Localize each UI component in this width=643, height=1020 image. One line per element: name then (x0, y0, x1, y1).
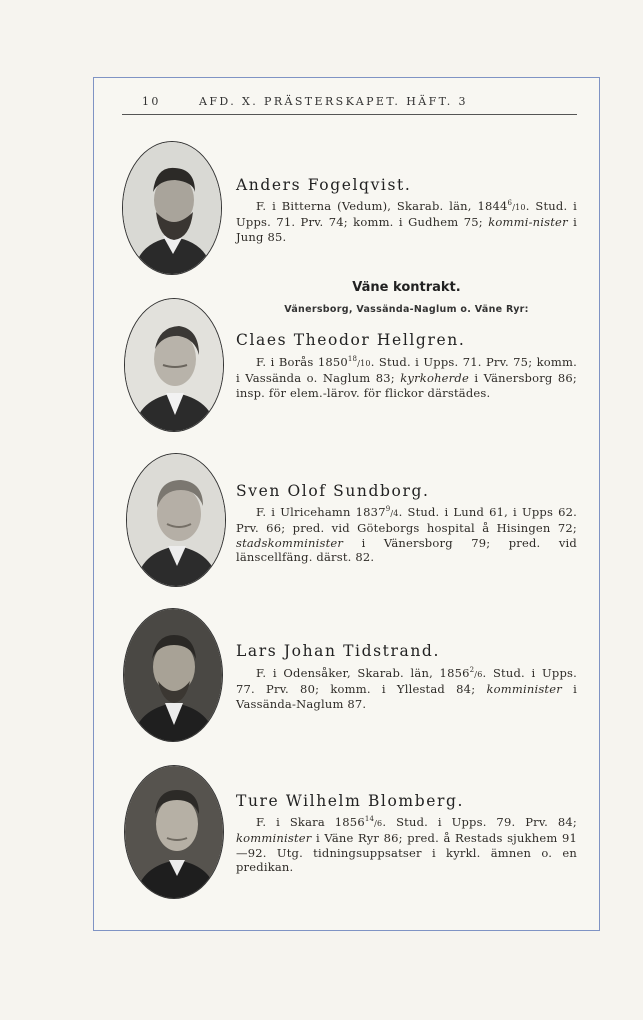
entry-bio: F. i Odensåker, Skarab. län, 1856$^2$/6. Stud. i Upps. 77. Prv. 80; komm. i Yllestad 84; komminister i Vassända-Naglum 87. (236, 665, 578, 711)
entry-bio: F. i Bitterna (Vedum), Skarab. län, 1844$^6$/10. Stud. i Upps. 71. Prv. 74; komm. i Gudhem 75; kommi-nister i Jung 85. (236, 198, 578, 244)
entry-name: Lars Johan Tidstrand. (236, 642, 440, 660)
portrait-ture-wilhelm-blomberg (124, 765, 224, 899)
entry-name: Anders Fogelqvist. (236, 176, 412, 194)
section-heading: Väne kontrakt. (352, 280, 461, 295)
portrait-sven-olof-sundborg (126, 453, 226, 587)
entry-bio: F. i Skara 1856$^{14}$/6. Stud. i Upps. 79. Prv. 84; komminister i Väne Ryr 86; pred. å Restads sjukhem 91—92. Utg. tidningsuppsatser i kyrkl. ämnen o. en predikan. (236, 814, 577, 875)
header-rule (122, 114, 577, 115)
entry-bio: F. i Borås 1850$^{18}$/10. Stud. i Upps. 71. Prv. 75; komm. i Vassända o. Naglum 83; kyrkoherde i Vänersborg 86; insp. för elem.-lärov. för flickor därstädes. (236, 354, 577, 400)
entry-bio: F. i Ulricehamn 1837$^9$/4. Stud. i Lund 61, i Upps 62. Prv. 66; pred. vid Göteborgs hospital å Hisingen 72; stadskomminister i Vänersborg 79; pred. vid länscellfäng. därst. 82. (236, 504, 578, 565)
portrait-claes-theodor-hellgren (124, 298, 224, 432)
entry-name: Claes Theodor Hellgren. (236, 331, 466, 349)
portrait-lars-johan-tidstrand (123, 608, 223, 742)
entry-name: Sven Olof Sundborg. (236, 482, 430, 500)
parish-subheading: Vänersborg, Vassända-Naglum o. Väne Ryr: (284, 304, 529, 315)
portrait-anders-fogelqvist (122, 141, 222, 275)
entry-name: Ture Wilhelm Blomberg. (236, 792, 465, 810)
page-number: 10 (142, 95, 161, 108)
page-title: AFD. X. PRÄSTERSKAPET. HÄFT. 3 (199, 95, 468, 108)
